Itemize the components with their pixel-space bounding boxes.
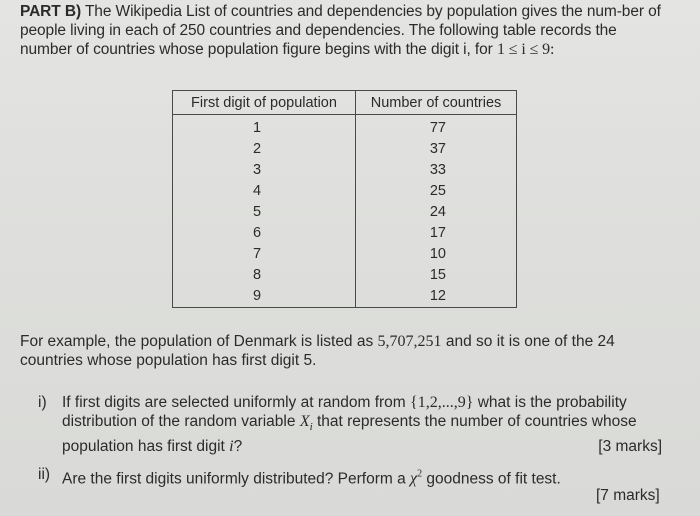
- question-i-text-c: that represents the number of countries whose population has first digit: [62, 413, 637, 456]
- question-ii-label: ii): [38, 466, 51, 483]
- table-row: [173, 138, 517, 159]
- digit-variable: i: [229, 438, 234, 456]
- digit-cell: 3: [173, 159, 356, 180]
- count-cell: 15: [356, 264, 517, 285]
- question-i: [38, 393, 662, 456]
- question-i-text-d: ?: [233, 438, 243, 456]
- table-row: [173, 115, 517, 139]
- table-row: [173, 180, 517, 201]
- table-row: [173, 243, 517, 264]
- digit-cell: 5: [173, 201, 356, 222]
- question-ii: [38, 465, 662, 488]
- first-digit-table: [172, 90, 517, 308]
- table-body: [173, 115, 517, 308]
- digit-cell: 8: [173, 264, 356, 285]
- count-cell: 37: [356, 138, 517, 159]
- example-text-a: For example, the population of Denmark is listed as: [20, 333, 378, 350]
- intro-paragraph: [20, 2, 662, 59]
- intro-text: The Wikipedia List of countries and dependencies by population gives the num-ber of people living in each of 250 countries and dependencies. The following table records the number of countries whose population figure begins with the digit i, for: [20, 3, 661, 58]
- digit-cell: 9: [173, 285, 356, 308]
- table-row: [173, 264, 517, 285]
- digit-set: {1,2,...,9}: [410, 394, 474, 411]
- question-i-label: i): [38, 394, 47, 411]
- table-row: [173, 222, 517, 243]
- chi-superscript: 2: [417, 469, 423, 480]
- random-variable: X: [299, 413, 310, 430]
- chi-symbol: χ: [410, 470, 418, 488]
- table-row: [173, 201, 517, 222]
- count-cell: 10: [356, 243, 517, 264]
- digit-cell: 1: [173, 115, 356, 139]
- question-ii-text-b: goodness of fit test.: [422, 470, 561, 488]
- random-variable-subscript: i: [309, 421, 313, 434]
- question-i-text: [62, 393, 658, 456]
- header-first-digit: First digit of population: [173, 91, 356, 115]
- count-cell: 33: [356, 159, 517, 180]
- count-cell: 25: [356, 180, 517, 201]
- table-row: [173, 159, 517, 180]
- question-i-text-a: If first digits are selected uniformly at random from: [62, 394, 411, 411]
- question-i-marks: [3 marks]: [598, 438, 662, 456]
- table-row: [173, 285, 517, 308]
- count-cell: 17: [356, 222, 517, 243]
- digit-cell: 7: [173, 243, 356, 264]
- digit-cell: 4: [173, 180, 356, 201]
- digit-cell: 2: [173, 138, 356, 159]
- header-number-of-countries: Number of countries: [356, 91, 517, 115]
- count-cell: 77: [356, 115, 517, 139]
- question-ii-marks: [7 marks]: [596, 487, 660, 504]
- part-label: PART B): [20, 3, 82, 20]
- digit-cell: 6: [173, 222, 356, 243]
- question-i-text-b: what is the probability distribution of the random variable: [62, 394, 627, 430]
- denmark-population: 5,707,251: [377, 333, 442, 350]
- example-text-b: and so it is one of the 24 countries whose population has first digit 5.: [20, 333, 615, 369]
- digit-condition: 1 ≤ i ≤ 9:: [496, 41, 555, 58]
- count-cell: 12: [356, 285, 517, 308]
- example-paragraph: [20, 332, 670, 370]
- count-cell: 24: [356, 201, 517, 222]
- question-ii-text-a: Are the first digits uniformly distributed? Perform a: [62, 470, 411, 488]
- question-ii-text: [62, 465, 662, 488]
